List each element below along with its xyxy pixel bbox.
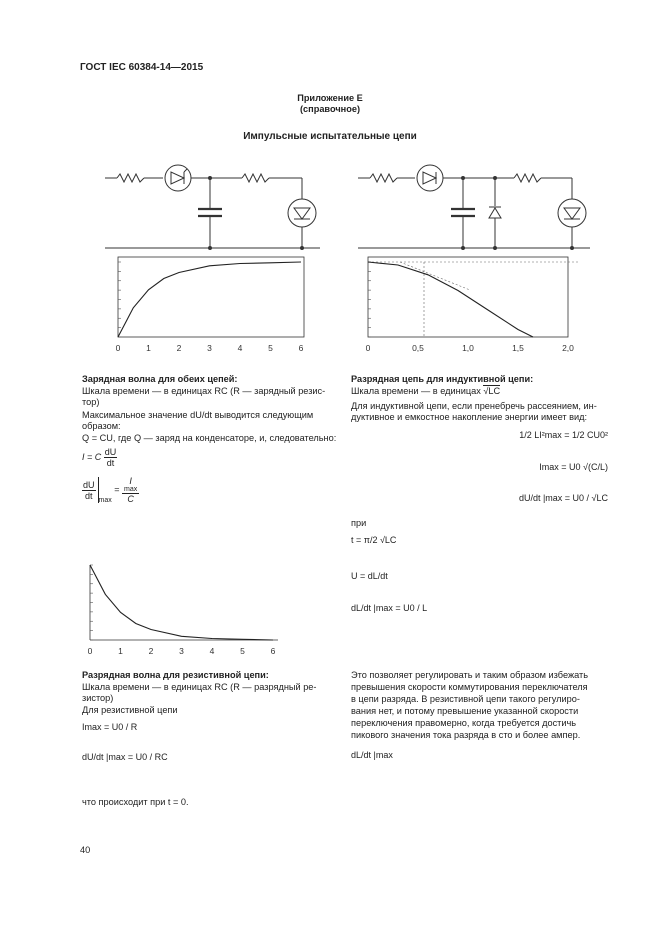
right2-eq: dL/dt |max (351, 750, 393, 760)
right1-line3: дуктивное и емкостное накопление энергии имеет вид: (351, 412, 588, 422)
right2-line1: Это позволяет регулировать и таким образом избежать (351, 670, 589, 680)
series-line (90, 565, 273, 640)
left2-line1: Шкала времени — в единицах RC (R — разрядный ре- (82, 682, 317, 692)
right1-eq4: t = π/2 √LC (351, 535, 397, 545)
x-tick-label: 0 (365, 343, 371, 353)
right1-eq1: 1/2 LI²max = 1/2 CU0² (519, 430, 608, 440)
right2-line4: вания нет, и потому превышение указанной скорости (351, 706, 579, 716)
left1-heading: Зарядная волна для обеих цепей: (82, 374, 238, 384)
left2-heading: Разрядная волна для резистивной цепи: (82, 670, 269, 680)
left2-line4: что происходит при t = 0. (82, 797, 189, 807)
annex-heading: Импульсные испытательные цепи (243, 131, 417, 142)
x-tick-label: 4 (237, 343, 243, 353)
x-tick-label: 0,5 (412, 343, 424, 353)
x-tick-label: 2 (148, 646, 154, 656)
right1-eq5: U = dL/dt (351, 571, 388, 581)
right2-line3: в цепи разряда. В резистивной цепи такого регулиро- (351, 694, 580, 704)
right2-line2: превышения скорости коммутирования переключателя (351, 682, 588, 692)
left1-line4: образом: (82, 421, 121, 431)
x-tick-label: 3 (207, 343, 212, 353)
x-tick-label: 1 (118, 646, 123, 656)
left2-eq1: Imax = U0 / R (82, 722, 138, 732)
left2-line2: зистор) (82, 693, 114, 703)
x-tick-label: 0 (87, 646, 93, 656)
annex-title: Приложение Е (297, 93, 363, 103)
right1-eq2: Imax = U0 √(C/L) (539, 462, 608, 472)
standard-code: ГОСТ IEC 60384-14—2015 (80, 62, 204, 73)
right1-line2: Для индуктивной цепи, если пренебречь рассеянием, ин- (351, 401, 597, 411)
left1-eq2: $\frac{dU}{dt}$ $_{max}$ = I max C (83, 476, 138, 505)
left1-line5: Q = CU, где Q — заряд на конденсаторе, и, следовательно: (82, 433, 337, 443)
right2-line6: пикового значения тока разряда в сто и более ампер. (351, 730, 581, 740)
page-number: 40 (80, 845, 91, 855)
x-tick-label: 1,0 (462, 343, 474, 353)
right1-eq3: dU/dt |max = U0 / √LC (518, 493, 608, 503)
right1-line1: Шкала времени — в единицах √LC (351, 386, 501, 396)
x-tick-label: 4 (209, 646, 215, 656)
annex-subtitle: (справочное) (299, 104, 360, 114)
right1-eq6: dL/dt |max = U0 / L (351, 603, 428, 613)
left1-eq1: I = C $\frac{dU}{dt}$ (82, 447, 117, 468)
left2-line3: Для резистивной цепи (82, 705, 178, 715)
left1-line1: Шкала времени — в единицах RC (R — зарядный резис- (82, 386, 326, 396)
left1-line3: Максимальное значение dU/dt выводится следующим (82, 410, 314, 420)
x-tick-label: 6 (270, 646, 276, 656)
x-tick-label: 2 (176, 343, 182, 353)
x-tick-label: 5 (268, 343, 273, 353)
x-tick-label: 2,0 (562, 343, 574, 353)
right2-line5: переключения правомерно, когда требуется достичь (351, 718, 577, 728)
x-tick-label: 6 (298, 343, 304, 353)
x-tick-label: 1 (146, 343, 151, 353)
x-tick-label: 1,5 (512, 343, 524, 353)
left2-eq2: dU/dt |max = U0 / RC (82, 752, 168, 762)
x-tick-label: 3 (179, 646, 184, 656)
x-tick-label: 0 (115, 343, 121, 353)
right1-pri: при (351, 518, 367, 528)
left1-line2: тор) (82, 397, 100, 407)
x-tick-label: 5 (240, 646, 245, 656)
right1-heading: Разрядная цепь для индуктивной цепи: (351, 374, 534, 384)
